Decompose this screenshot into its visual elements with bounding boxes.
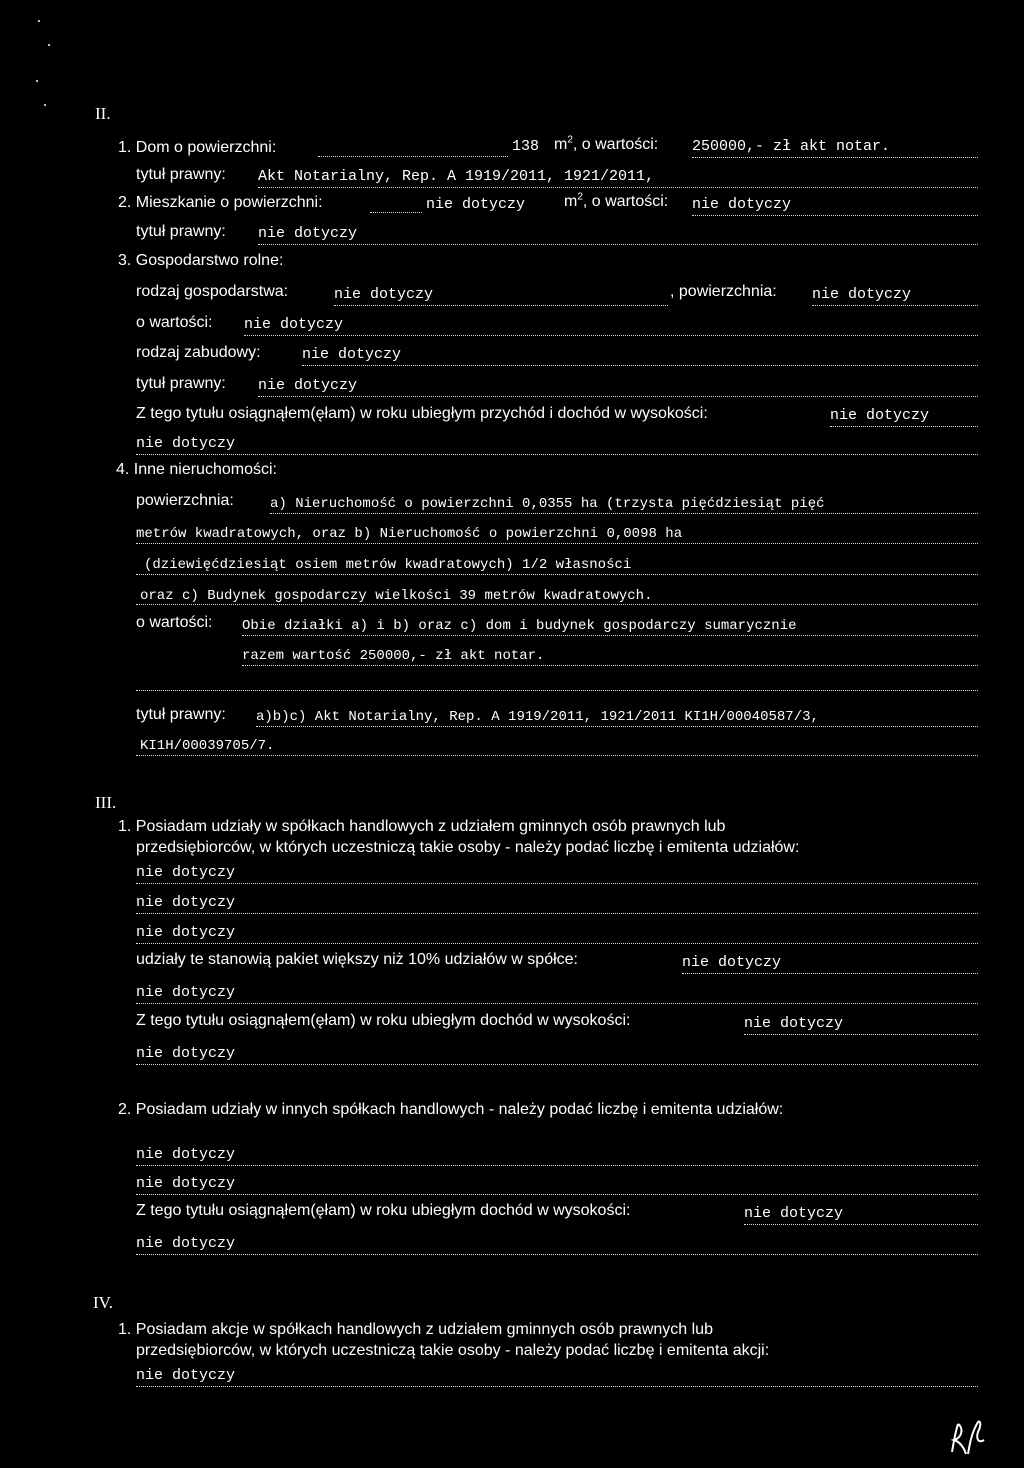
house-title-label: tytuł prawny: (136, 166, 226, 183)
other-value-line-2: razem wartość 250000,- zł akt notar. (242, 648, 545, 664)
other-title-line-2: KI1H/00039705/7. (140, 738, 275, 754)
shares-package-value-2: nie dotyczy (136, 984, 236, 1001)
flat-area-unit: $m^2$, o wartości: (564, 191, 669, 210)
farm-label: 3. Gospodarstwo rolne: (118, 252, 284, 269)
farm-area-label: , powierzchnia: (670, 283, 777, 300)
shares-income-label: Z tego tytułu osiągnąłem(ęłam) w roku ubiegłym dochód w wysokości: (136, 1012, 631, 1029)
farm-value-label: o wartości: (136, 314, 213, 331)
flat-area-value: nie dotyczy (426, 196, 526, 213)
shares-value-b: nie dotyczy (136, 894, 236, 911)
stocks-line-2: przedsiębiorców, w których uczestniczą takie osoby - należy podać liczbę i emitenta akcji: (136, 1342, 770, 1359)
farm-area-value: nie dotyczy (812, 286, 912, 303)
other-value-label: o wartości: (136, 614, 213, 631)
house-area-unit: $m^2$, o wartości: (554, 134, 659, 153)
other-shares-value-a: nie dotyczy (136, 1146, 236, 1163)
farm-type-label: rodzaj gospodarstwa: (136, 283, 289, 300)
other-title-label: tytuł prawny: (136, 706, 226, 723)
farm-income-value: nie dotyczy (830, 407, 930, 424)
flat-value: nie dotyczy (692, 196, 792, 213)
scan-speck (44, 104, 46, 106)
section-iv-heading: IV. (93, 1293, 113, 1312)
house-value: 250000,- zł akt notar. (692, 138, 891, 155)
farm-build-label: rodzaj zabudowy: (136, 344, 261, 361)
scan-speck (38, 20, 40, 22)
other-shares-value-b: nie dotyczy (136, 1175, 236, 1192)
flat-title-label: tytuł prawny: (136, 223, 226, 240)
other-area-line-4: oraz c) Budynek gospodarczy wielkości 39 metrów kwadratowych. (140, 588, 653, 604)
other-shares-income-label: Z tego tytułu osiągnąłem(ęłam) w roku ubiegłym dochód w wysokości: (136, 1202, 631, 1219)
section-ii-heading: II. (95, 104, 111, 123)
shares-line-2: przedsiębiorców, w których uczestniczą takie osoby - należy podać liczbę i emitenta udziałów: (136, 839, 800, 856)
flat-area-label: 2. Mieszkanie o powierzchni: (118, 194, 323, 211)
other-shares-income-value-2: nie dotyczy (136, 1235, 236, 1252)
shares-package-label: udziały te stanowią pakiet większy niż 10% udziałów w spółce: (136, 951, 578, 968)
scan-speck (48, 44, 50, 46)
house-area-label: 1. Dom o powierzchni: (118, 139, 277, 156)
farm-build-value: nie dotyczy (302, 346, 402, 363)
other-area-line-3: (dziewięćdziesiąt osiem metrów kwadratowych) 1/2 własności (144, 557, 632, 573)
shares-value-c: nie dotyczy (136, 924, 236, 941)
farm-value: nie dotyczy (244, 316, 344, 333)
other-title-line-1: a)b)c) Akt Notarialny, Rep. A 1919/2011, 1921/2011 KI1H/00040587/3, (256, 709, 819, 725)
other-shares-income-value: nie dotyczy (744, 1205, 844, 1222)
section-iii-heading: III. (95, 793, 117, 812)
flat-title-value: nie dotyczy (258, 225, 358, 242)
house-title-value: Akt Notarialny, Rep. A 1919/2011, 1921/2011, (258, 168, 655, 185)
other-area-label: powierzchnia: (136, 492, 234, 509)
stocks-line-1: 1. Posiadam akcje w spółkach handlowych z udziałem gminnych osób prawnych lub (118, 1321, 713, 1338)
farm-title-value: nie dotyczy (258, 377, 358, 394)
farm-type-value: nie dotyczy (334, 286, 434, 303)
farm-title-label: tytuł prawny: (136, 375, 226, 392)
other-shares-label: 2. Posiadam udziały w innych spółkach handlowych - należy podać liczbę i emitenta udziałów: (118, 1101, 784, 1118)
shares-package-value: nie dotyczy (682, 954, 782, 971)
stocks-value-a: nie dotyczy (136, 1367, 236, 1384)
shares-value-a: nie dotyczy (136, 864, 236, 881)
farm-income-label: Z tego tytułu osiągnąłem(ęłam) w roku ubiegłym przychód i dochód w wysokości: (136, 405, 708, 422)
other-area-line-2: metrów kwadratowych, oraz b) Nieruchomość o powierzchni 0,0098 ha (136, 526, 683, 542)
handwritten-initials-mark (944, 1414, 994, 1460)
other-value-line-1: Obie działki a) i b) oraz c) dom i budynek gospodarczy sumarycznie (242, 618, 797, 634)
shares-income-value: nie dotyczy (744, 1015, 844, 1032)
other-property-label: 4. Inne nieruchomości: (116, 461, 277, 478)
house-area-value: 138 (512, 138, 540, 155)
farm-income-value-2: nie dotyczy (136, 435, 236, 452)
shares-income-value-2: nie dotyczy (136, 1045, 236, 1062)
shares-line-1: 1. Posiadam udziały w spółkach handlowych z udziałem gminnych osób prawnych lub (118, 818, 726, 835)
other-area-line-1: a) Nieruchomość o powierzchni 0,0355 ha (trzysta pięćdziesiąt pięć (270, 496, 825, 512)
scan-speck (36, 80, 38, 82)
